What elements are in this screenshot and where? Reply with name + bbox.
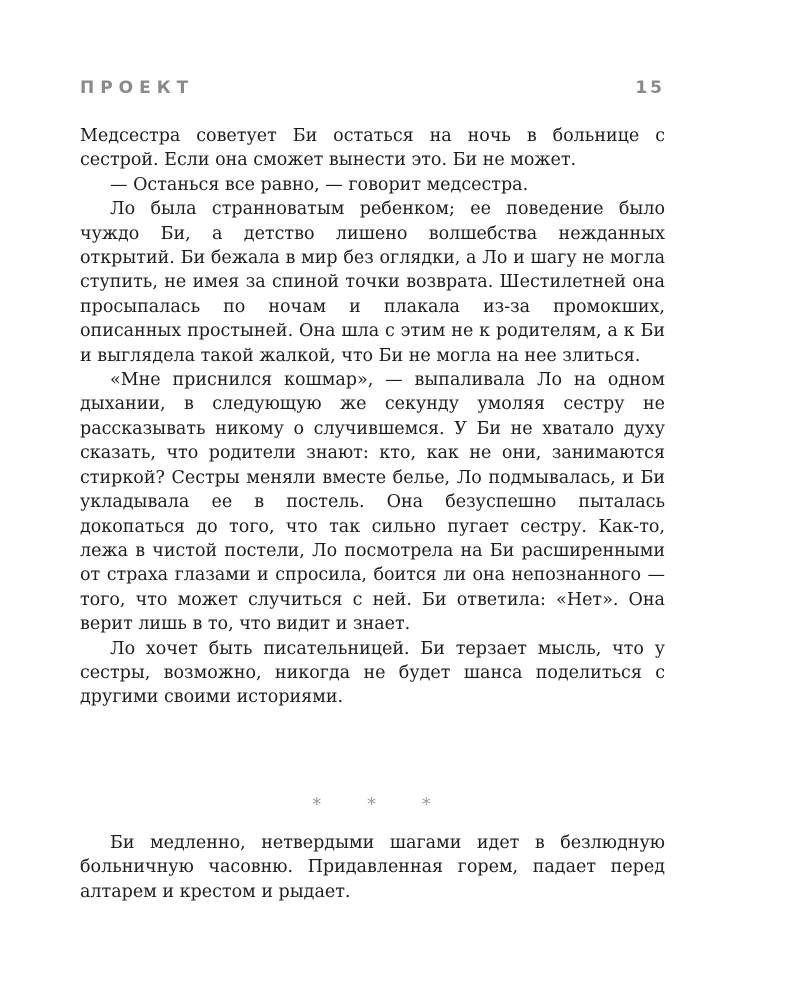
paragraph: Би медленно, нетвердыми шагами идет в безлюдную больничную часовню. Придавленная горем, падает перед алтарем и крестом и рыдает.	[80, 833, 665, 902]
text-section-1	[80, 124, 665, 710]
text-section-2	[80, 831, 665, 904]
page-number: 15	[635, 78, 665, 98]
paragraph: Ло хочет быть писательницей. Би терзает мысль, что у сестры, возможно, никогда не будет шанса поделиться с другими своими историями.	[80, 638, 665, 708]
paragraph: Ло была странноватым ребенком; ее поведение было чуждо Би, а детство лишено волшебства нежданных открытий. Би бежала в мир без оглядки, а Ло и шагу не могла ступить, не имея за спиной точки возврата. Шестилетней она просыпалась по ночам и плакала из-за промокших, описанных простыней. Она шла с этим не к родителям, а к Би и выглядела такой жалкой, что Би не могла на нее злиться.	[80, 199, 665, 366]
section-separator: * * *	[312, 794, 451, 815]
running-title: ПРОЕКТ	[80, 78, 195, 98]
paragraph: «Мне приснился кошмар», — выпаливала Ло на одном дыхании, в следующую же секунду умоляя сестру не рассказывать никому о случившемся. У Би не хватало духу сказать, что родители знают: кто, как не они, занимаются стиркой? Сестры меняли вместе белье, Ло подмывалась, и Би укладывала ее в постель. Она безуспешно пыталась докопаться до того, что так сильно пугает сестру. Как-то, лежа в чистой постели, Ло посмотрела на Би расширенными от страха глазами и спросила, боится ли она непознанного — того, что может случиться с ней. Би ответила: «Нет». Она верит лишь в то, что видит и знает.	[80, 370, 665, 635]
paragraph: Медсестра советует Би остаться на ночь в больнице с сестрой. Если она сможет вынести это. Би не может.	[80, 126, 665, 171]
running-head	[80, 78, 665, 100]
book-page	[80, 0, 665, 1000]
paragraph: — Останься все равно, — говорит медсестра.	[110, 174, 529, 195]
